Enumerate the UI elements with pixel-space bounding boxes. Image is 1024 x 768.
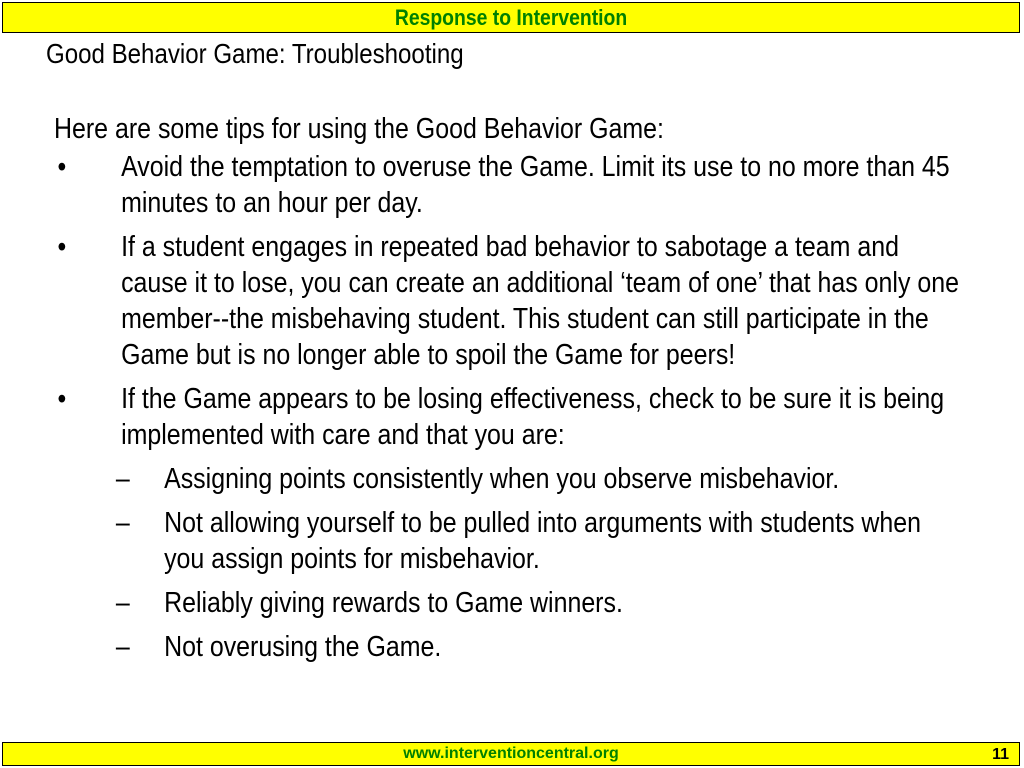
- dash-marker: –: [115, 587, 130, 619]
- bullet-item: [54, 149, 966, 221]
- footer-url[interactable]: www.interventioncentral.org: [403, 745, 619, 762]
- bullet-item: [54, 229, 966, 373]
- bullet-marker: •: [57, 231, 67, 263]
- bullet-marker: •: [57, 151, 67, 183]
- sub-bullet-item: [54, 585, 966, 621]
- bullet-text: If the Game appears to be losing effectiveness, check to be sure it is being implemented with care and that you are:: [121, 383, 945, 451]
- slide-title: Good Behavior Game: Troubleshooting: [46, 38, 464, 69]
- intro-text: Here are some tips for using the Good Behavior Game:: [54, 113, 664, 145]
- header-banner: [2, 2, 1020, 33]
- page-number: 11: [992, 746, 1009, 763]
- dash-marker: –: [115, 463, 130, 495]
- sub-bullet-text: Reliably giving rewards to Game winners.: [164, 587, 623, 619]
- sub-bullet-text: Not allowing yourself to be pulled into arguments with students when you assign points for misbehavior.: [164, 507, 922, 575]
- dash-marker: –: [115, 631, 130, 663]
- sub-bullet-item: [54, 629, 966, 665]
- sub-bullet-item: [54, 461, 966, 497]
- footer-banner: [2, 742, 1020, 766]
- dash-marker: –: [115, 507, 130, 539]
- sub-bullet-text: Not overusing the Game.: [164, 631, 442, 663]
- header-banner-text: Response to Intervention: [394, 5, 628, 30]
- bullet-marker: •: [57, 383, 67, 415]
- sub-bullet-text: Assigning points consistently when you observe misbehavior.: [164, 463, 840, 495]
- sub-bullet-item: [54, 505, 966, 577]
- bullet-text: If a student engages in repeated bad behavior to sabotage a team and cause it to lose, you can create an additional ‘team of one’ that has only one member--the misbehaving student. This student can still participate in the Game but is no longer able to spoil the Game for peers!: [121, 231, 959, 371]
- bullet-text: Avoid the temptation to overuse the Game. Limit its use to no more than 45 minutes to an hour per day.: [121, 151, 950, 219]
- slide-content: [54, 111, 966, 673]
- bullet-item: [54, 381, 966, 453]
